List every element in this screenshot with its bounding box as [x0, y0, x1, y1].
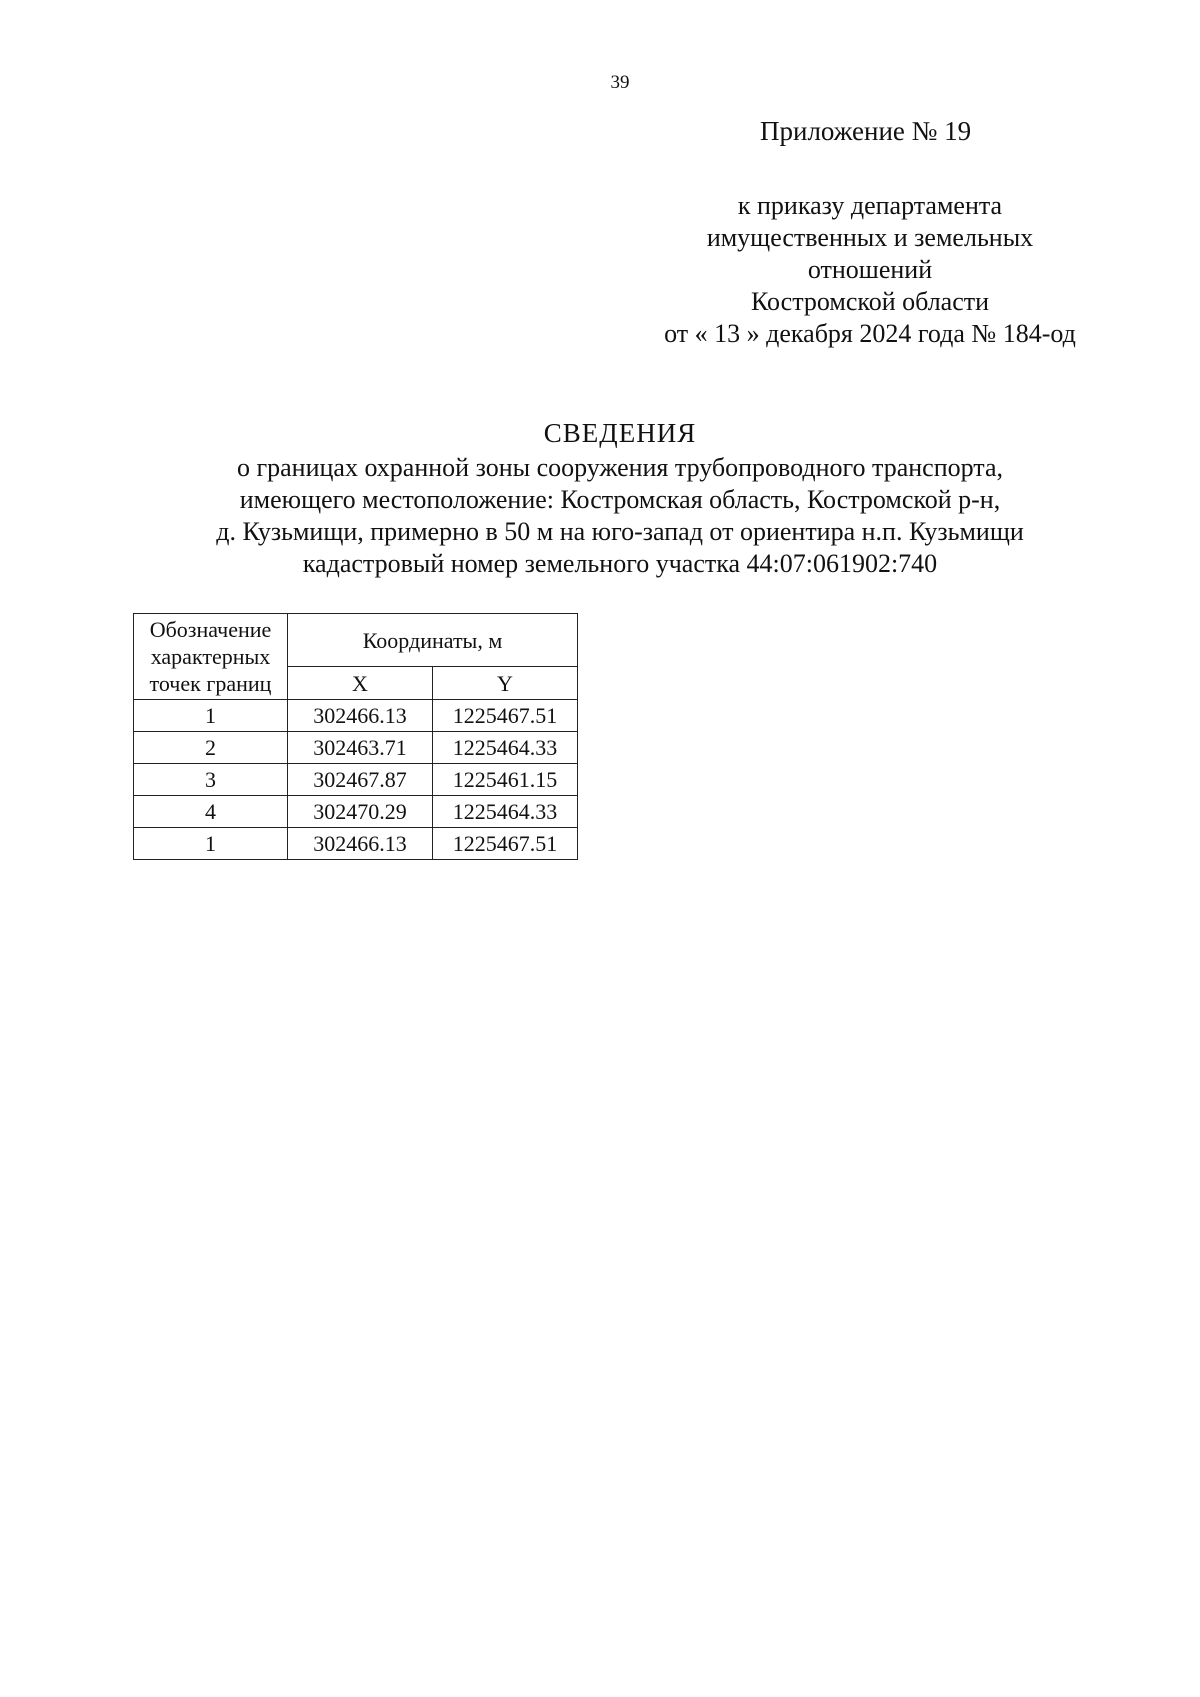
order-reference-date-line: от « 13 » декабря 2024 года № 184-од	[664, 319, 1076, 348]
cell-x: 302466.13	[288, 828, 433, 860]
table-row	[134, 700, 578, 732]
header-label-line: Обозначение	[149, 617, 272, 642]
appendix-title: Приложение № 19	[760, 116, 972, 146]
header-y: Y	[433, 667, 578, 700]
header-label-line: характерных	[150, 644, 271, 669]
cell-x: 302463.71	[288, 732, 433, 764]
order-reference-line: отношений	[807, 255, 933, 284]
header-label-line: точек границ	[149, 671, 272, 696]
table-row	[134, 828, 578, 860]
order-reference-line: имущественных и земельных	[706, 223, 1034, 252]
table-row	[134, 732, 578, 764]
cell-point: 2	[134, 732, 288, 764]
cell-y: 1225461.15	[433, 764, 578, 796]
cell-y: 1225467.51	[433, 828, 578, 860]
header-x: X	[288, 667, 433, 700]
cell-point: 1	[134, 828, 288, 860]
order-reference-line: Костромской области	[750, 287, 990, 316]
cell-point: 3	[134, 764, 288, 796]
subheading-line: д. Кузьмищи, примерно в 50 м на юго-запад от ориентира н.п. Кузьмищи	[216, 517, 1024, 546]
order-reference-line: к приказу департамента	[737, 191, 1003, 220]
coordinates-table	[133, 613, 578, 860]
header-coordinates: Координаты, м	[288, 614, 578, 667]
cell-x: 302467.87	[288, 764, 433, 796]
cell-point: 1	[134, 700, 288, 732]
cell-y: 1225464.33	[433, 732, 578, 764]
table-row	[134, 764, 578, 796]
cell-y: 1225467.51	[433, 700, 578, 732]
page-number: 39	[610, 72, 630, 93]
table-row	[134, 796, 578, 828]
cell-y: 1225464.33	[433, 796, 578, 828]
cell-x: 302470.29	[288, 796, 433, 828]
subheading-line: о границах охранной зоны сооружения трубопроводного транспорта,	[236, 453, 1004, 482]
subheading-line: кадастровый номер земельного участка 44:07:061902:740	[302, 549, 938, 578]
document-subheading	[0, 452, 1200, 580]
header-point-label	[134, 614, 288, 700]
document-heading: СВЕДЕНИЯ	[543, 418, 697, 448]
cell-x: 302466.13	[288, 700, 433, 732]
order-reference	[590, 190, 1150, 350]
subheading-line: имеющего местоположение: Костромская область, Костромской р-н,	[239, 485, 1001, 514]
cell-point: 4	[134, 796, 288, 828]
